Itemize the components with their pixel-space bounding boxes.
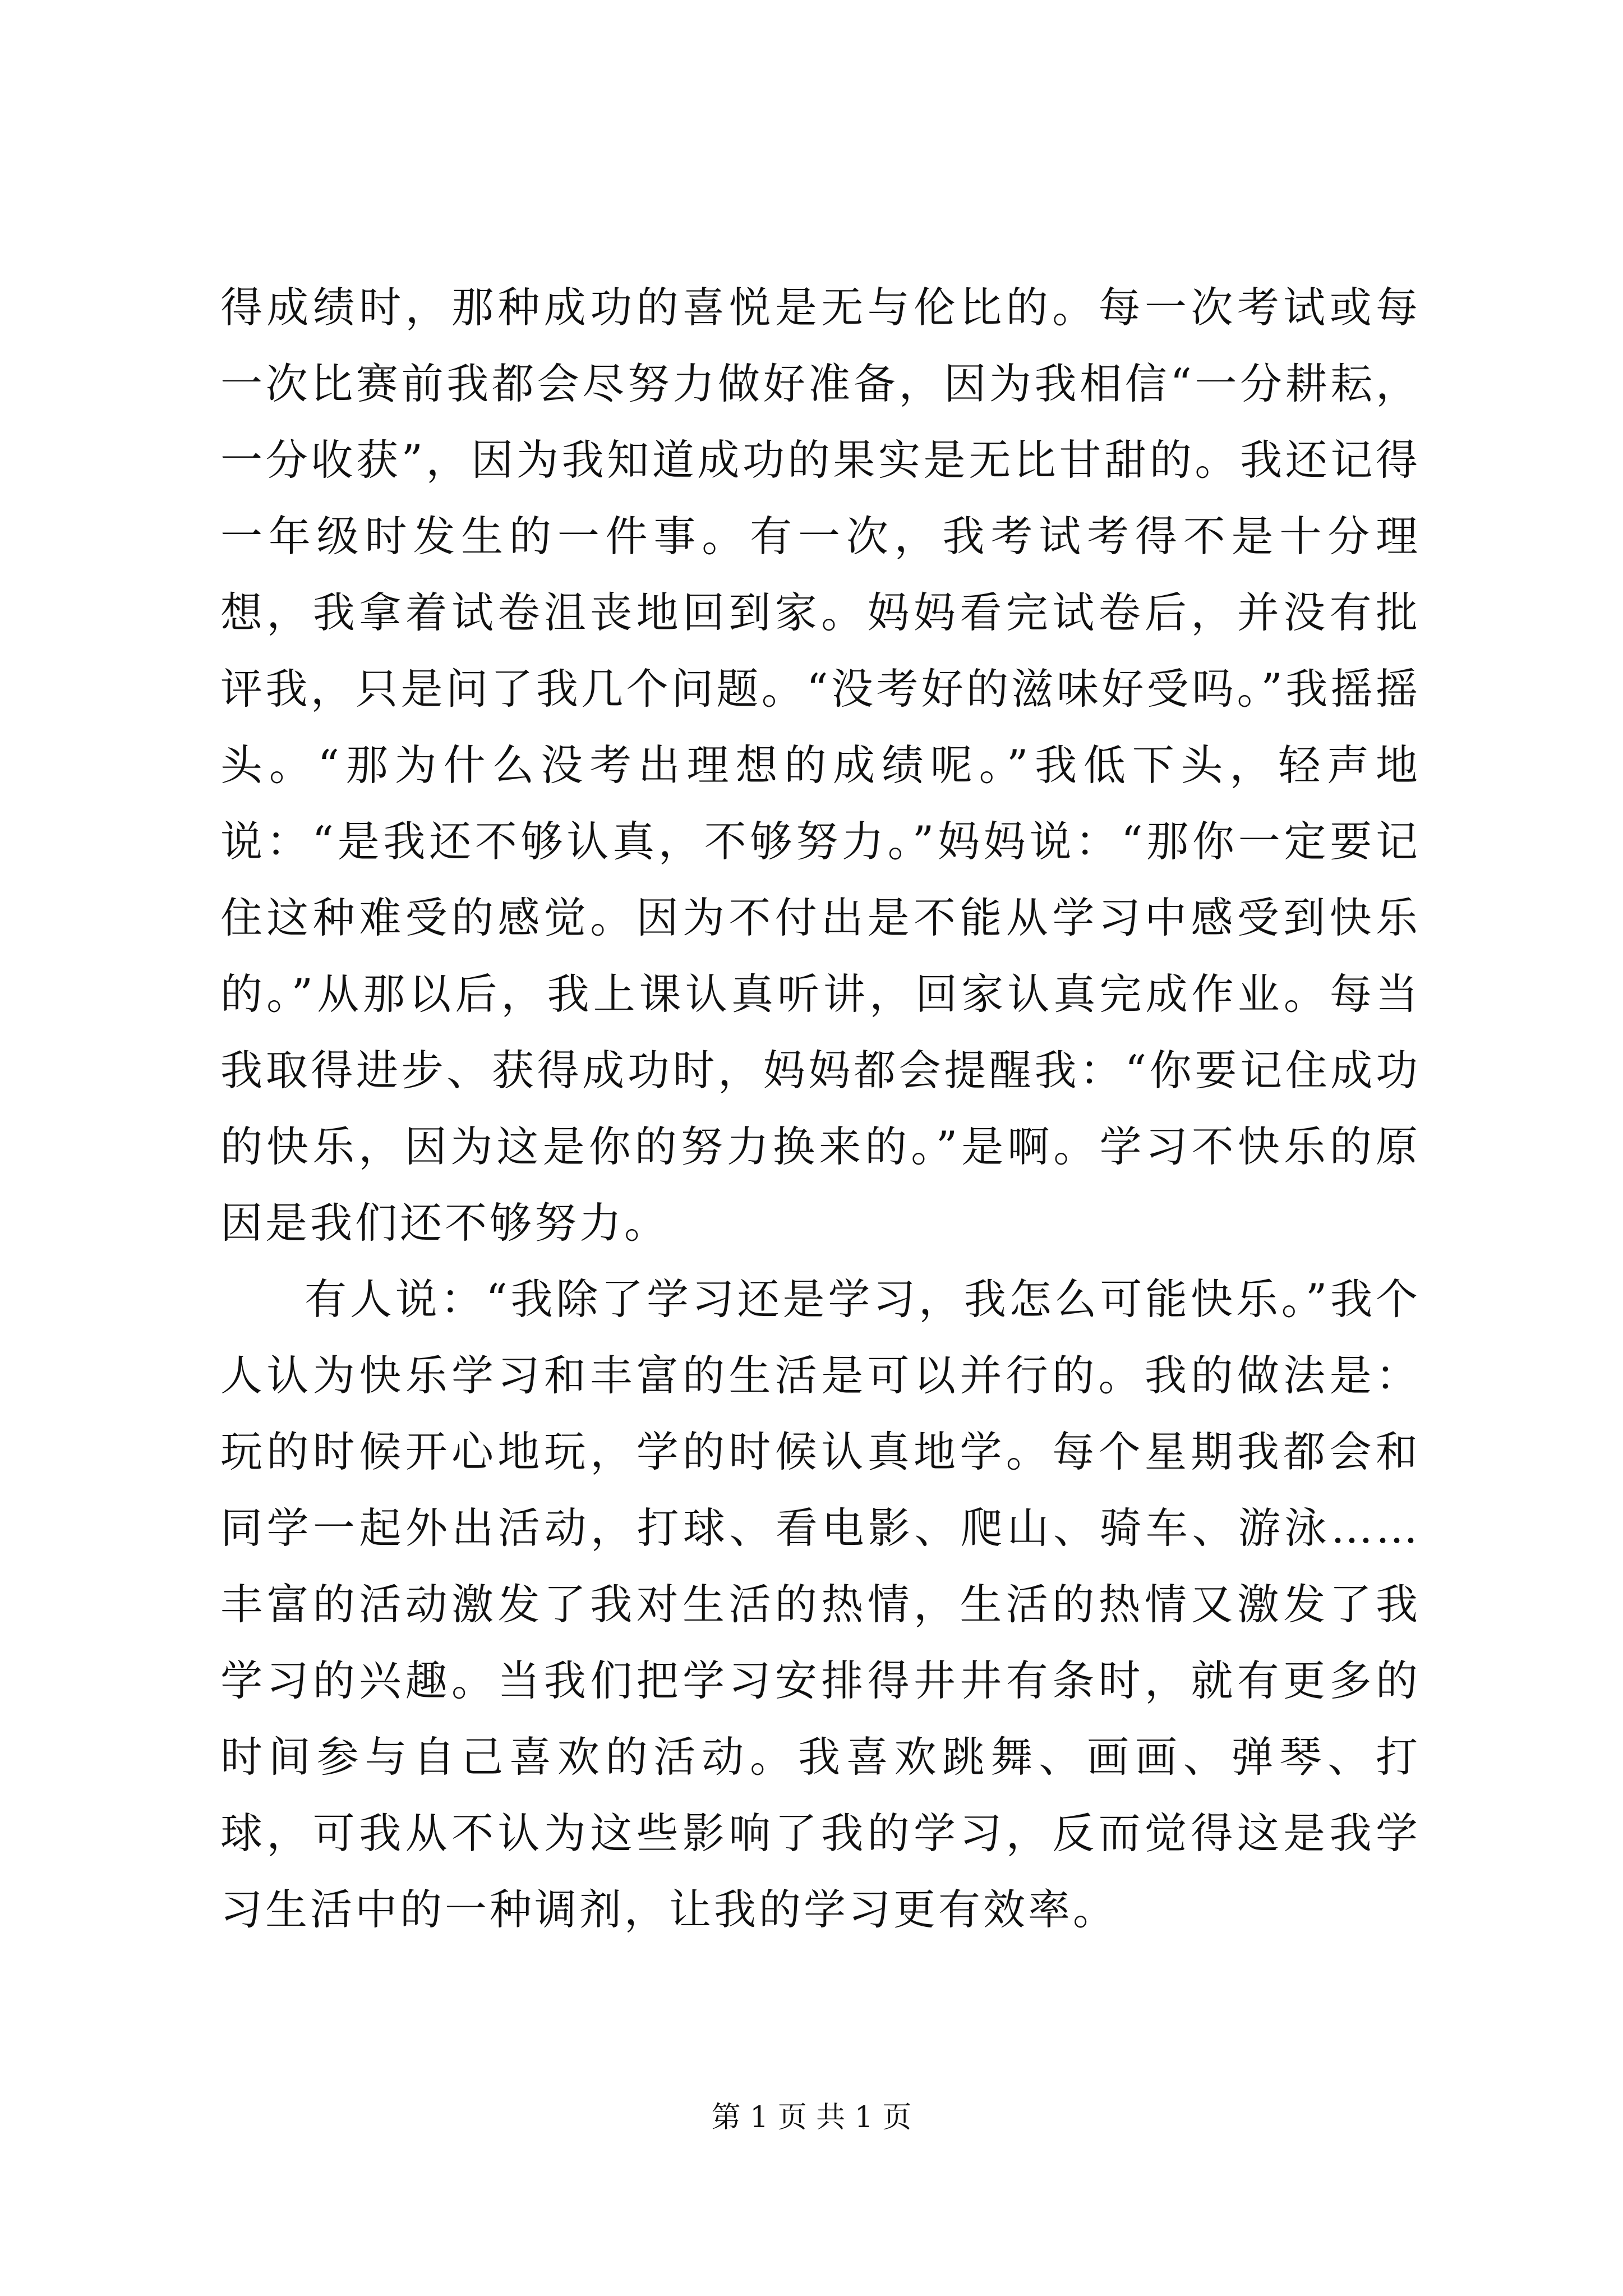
document-body [220,269,1421,1948]
paragraph-1: 得成绩时，那种成功的喜悦是无与伦比的。每一次考试或每一次比赛前我都会尽努力做好准备，因为我相信“一分耕耘，一分收获”，因为我知道成功的果实是无比甘甜的。我还记得一年级时发生的一件事。有一次，我考试考得不是十分理想，我拿着试卷沮丧地回到家。妈妈看完试卷后，并没有批评我，只是问了我几个问题。“没考好的滋味好受吗。”我摇摇头。“那为什么没考出理想的成绩呢。”我低下头，轻声地说：“是我还不够认真，不够努力。”妈妈说：“那你一定要记住这种难受的感觉。因为不付出是不能从学习中感受到快乐的。”从那以后，我上课认真听讲，回家认真完成作业。每当我取得进步、获得成功时，妈妈都会提醒我：“你要记住成功的快乐，因为这是你的努力换来的。”是啊。学习不快乐的原因是我们还不够努力。 [220,283,1421,1248]
page-number-footer: 第 1 页 共 1 页 [711,2101,912,2134]
paragraph-2: 有人说：“我除了学习还是学习，我怎么可能快乐。”我个人认为快乐学习和丰富的生活是可以并行的。我的做法是：玩的时候开心地玩，学的时候认真地学。每个星期我都会和同学一起外出活动，打球、看电影、爬山、骑车、游泳……丰富的活动激发了我对生活的热情，生活的热情又激发了我学习的兴趣。当我们把学习安排得井井有条时，就有更多的时间参与自己喜欢的活动。我喜欢跳舞、画画、弹琴、打球，可我从不认为这些影响了我的学习，反而觉得这是我学习生活中的一种调剂，让我的学习更有效率。 [220,1274,1421,1934]
